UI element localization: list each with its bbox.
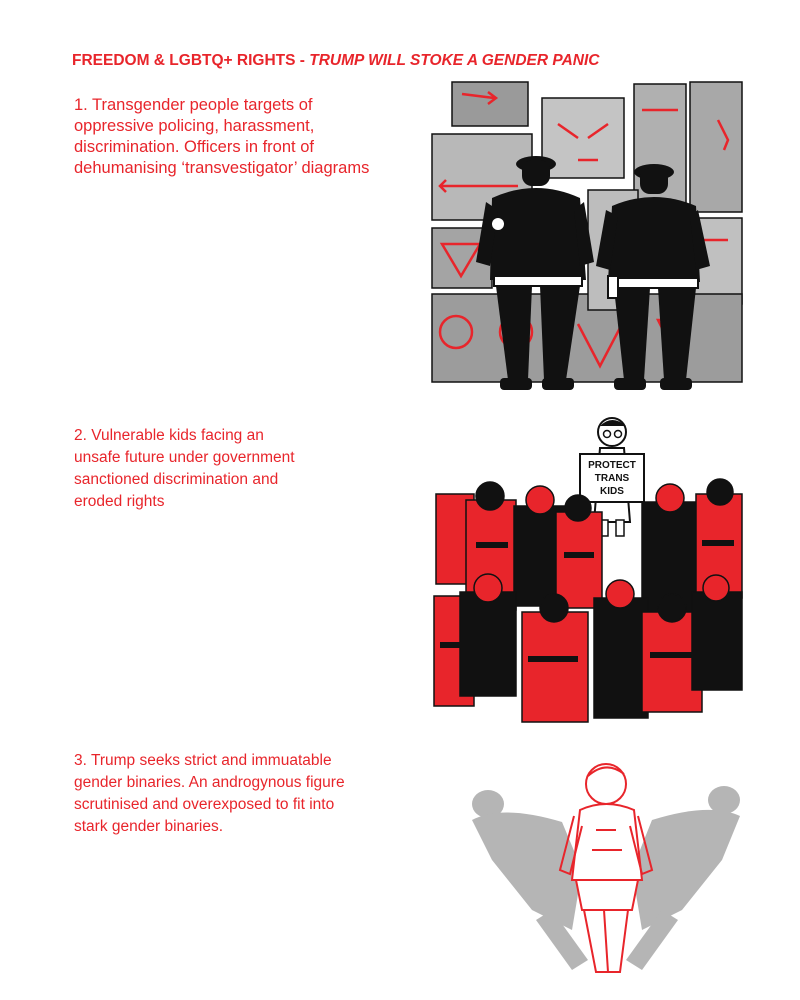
sign-line-2: TRANS (594, 473, 630, 484)
caption-1-line-3: discrimination. Officers in front of (74, 138, 314, 156)
sign-line-3: KIDS (600, 486, 624, 497)
caption-2 (74, 425, 404, 513)
caption-1-line-1: 1. Transgender people targets of (74, 96, 313, 114)
sign-line-1: PROTECT (588, 460, 636, 471)
riot-police-group (434, 479, 742, 722)
caption-3 (74, 750, 404, 838)
riot-police-illustration (430, 412, 750, 730)
officers-diagram-illustration (428, 80, 748, 400)
caption-2-line-2: unsafe future under government (74, 449, 295, 466)
title-prefix: FREEDOM & LGBTQ+ RIGHTS - (72, 52, 310, 69)
caption-1-line-4: dehumanising ‘transvestigator’ diagrams (74, 159, 370, 177)
caption-1 (74, 95, 404, 179)
caption-3-line-2: gender binaries. An androgynous figure (74, 774, 345, 791)
page-title (72, 52, 732, 70)
left-shadow (472, 790, 588, 970)
caption-3-line-1: 3. Trump seeks strict and immuatable (74, 752, 332, 769)
caption-1-line-2: oppressive policing, harassment, (74, 117, 315, 135)
right-shadow (626, 786, 740, 970)
androgynous-figure-illustration (462, 760, 752, 980)
caption-3-line-4: stark gender binaries. (74, 818, 224, 835)
caption-2-line-3: sanctioned discrimination and (74, 471, 279, 488)
caption-3-line-3: scrutinised and overexposed to fit into (74, 796, 335, 813)
caption-2-line-1: 2. Vulnerable kids facing an (74, 427, 264, 444)
caption-2-line-4: eroded rights (74, 493, 165, 510)
title-emphasis: TRUMP WILL STOKE A GENDER PANIC (309, 52, 600, 69)
